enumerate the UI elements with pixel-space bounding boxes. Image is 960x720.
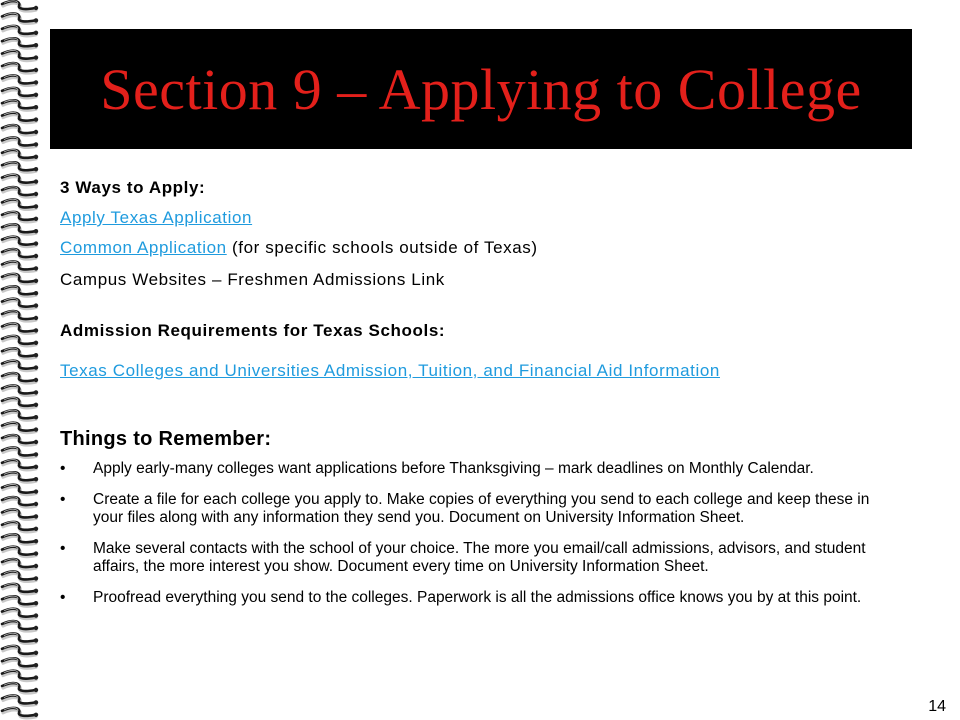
page-number: 14 [928,698,946,715]
remember-list [60,460,900,619]
bullet-icon: • [60,490,66,508]
apply-texas-link[interactable]: Apply Texas Application [60,208,253,227]
list-item-text: Create a file for each college you apply to. Make copies of everything you send to each college and keep these in your files along with any information they send you. Document on University Information Sheet. [93,490,870,526]
requirements-heading: Admission Requirements for Texas Schools: [60,321,446,340]
apply-texas-row [60,208,252,228]
list-item [60,540,900,577]
common-app-row [60,238,538,258]
common-app-note: (for specific schools outside of Texas) [226,238,538,257]
list-item-text: Proofread everything you send to the colleges. Paperwork is all the admissions office knows you by at this point. [93,588,862,606]
list-item-text: Make several contacts with the school of your choice. The more you email/call admissions, advisors, and student affairs, the more interest you show. Document every time on University Information Sheet. [93,539,866,575]
list-item-text: Apply early-many colleges want applications before Thanksgiving – mark deadlines on Monthly Calendar. [93,460,814,477]
bullet-icon: • [60,460,66,477]
page-title: Section 9 – Applying to College [100,56,862,122]
bullet-icon: • [60,539,66,557]
list-item [60,460,900,479]
bullet-icon: • [60,588,66,606]
list-item [60,589,900,608]
spiral-binding-icon [0,0,44,720]
campus-websites-text: Campus Websites – Freshmen Admissions Link [60,270,445,289]
title-banner [50,29,912,149]
texas-colleges-info-link[interactable]: Texas Colleges and Universities Admission, Tuition, and Financial Aid Information [60,361,720,380]
common-application-link[interactable]: Common Application [60,238,227,257]
ways-heading: 3 Ways to Apply: [60,178,206,197]
remember-heading: Things to Remember: [60,428,272,450]
requirements-row [60,361,720,381]
list-item [60,491,900,528]
